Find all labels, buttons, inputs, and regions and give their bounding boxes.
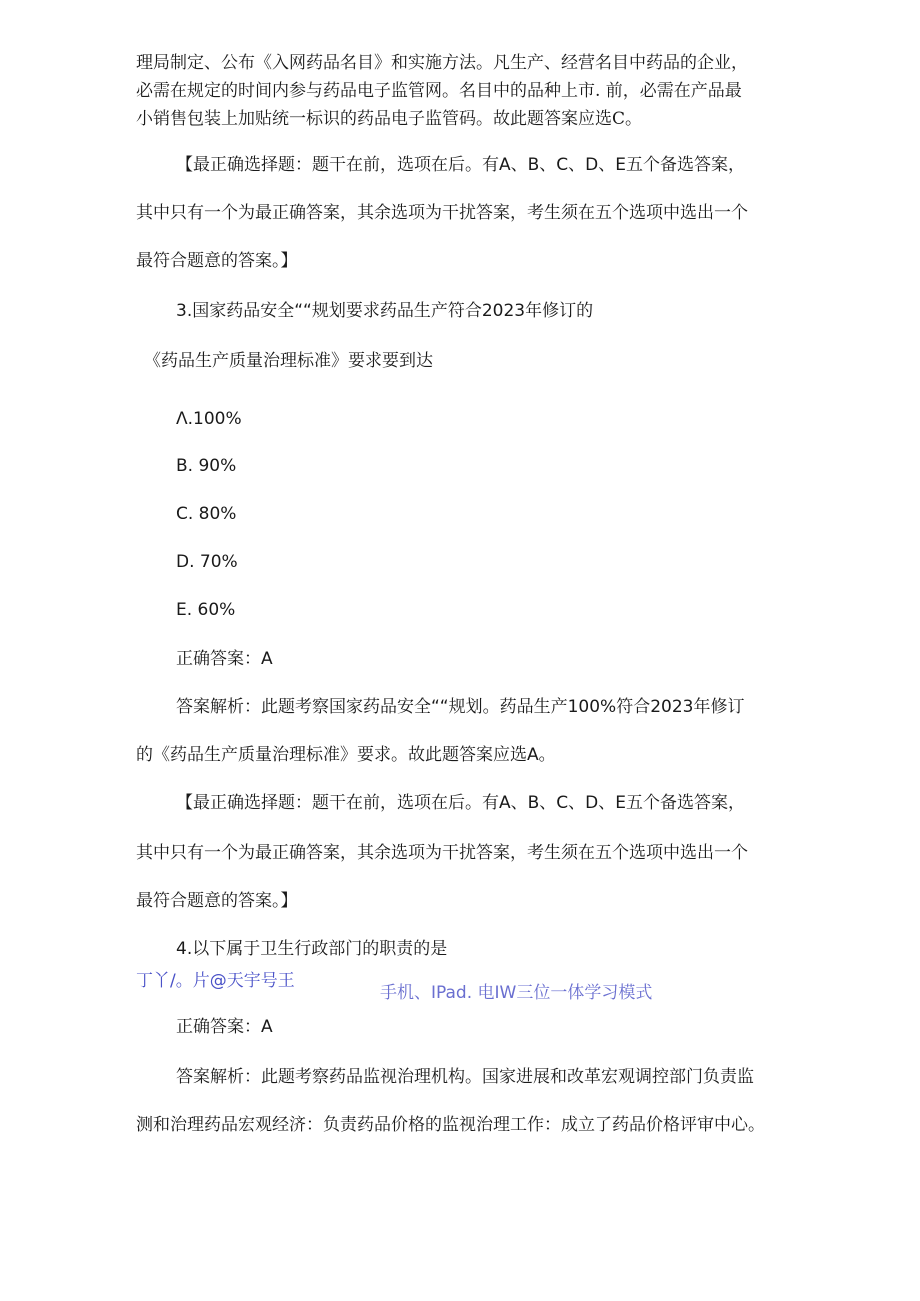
q3-option-a: Λ.100%: [176, 409, 242, 429]
q3-answer: 正确答案：A: [176, 649, 273, 669]
q4-answer: 正确答案：A: [176, 1017, 273, 1037]
q3-option-c: C. 80%: [176, 504, 237, 524]
q3-analysis-line-2: 的《药品生产质量治理标准》要求。故此题答案应选A。: [136, 745, 556, 765]
note-2-line-2: 其中只有一个为最正确答案，其余选项为干扰答案，考生须在五个选项中选出一个: [136, 843, 748, 863]
note-1-line-3: 最符合题意的答案。】: [136, 251, 298, 271]
q3-option-b: B. 90%: [176, 456, 237, 476]
note-2-line-1: 【最正确选择题：题干在前，选项在后。有A、B、C、D、E五个备选答案，: [176, 793, 745, 813]
q3-stem-line-2: 《药品生产质量治理标准》要求要到达: [144, 351, 433, 371]
q3-stem-line-1: 3.国家药品安全““规划要求药品生产符合2023年修订的: [176, 301, 594, 321]
q4-stem: 4.以下属于卫生行政部门的职责的是: [176, 939, 448, 959]
note-1-line-2: 其中只有一个为最正确答案，其余选项为干扰答案，考生须在五个选项中选出一个: [136, 203, 748, 223]
watermark-right: 手机、IPad. 电IW三位一体学习模式: [380, 983, 653, 1003]
note-2-line-3: 最符合题意的答案。】: [136, 891, 298, 911]
note-1-line-1: 【最正确选择题：题干在前，选项在后。有A、B、C、D、E五个备选答案，: [176, 155, 745, 175]
intro-line-2: 必需在规定的时间内参与药品电子监管网。名目中的品种上市. 前，必需在产品最: [136, 81, 742, 101]
q4-analysis-line-1: 答案解析：此题考察药品监视治理机构。国家进展和改革宏观调控部门负责监: [176, 1067, 754, 1087]
q3-option-e: E. 60%: [176, 600, 236, 620]
intro-line-3: 小销售包装上加贴统一标识的药品电子监管码。故此题答案应选C。: [136, 109, 643, 129]
intro-line-1: 理局制定、公布《入网药品名目》和实施方法。凡生产、经营名目中药品的企业，: [136, 53, 748, 73]
q4-analysis-line-2: 测和治理药品宏观经济：负责药品价格的监视治理工作：成立了药品价格评审中心。: [136, 1115, 765, 1135]
q3-analysis-line-1: 答案解析：此题考察国家药品安全““规划。药品生产100%符合2023年修订: [176, 697, 745, 717]
q3-option-d: D. 70%: [176, 552, 238, 572]
watermark-left: 丁丫/。片@天宇号王: [136, 971, 295, 991]
